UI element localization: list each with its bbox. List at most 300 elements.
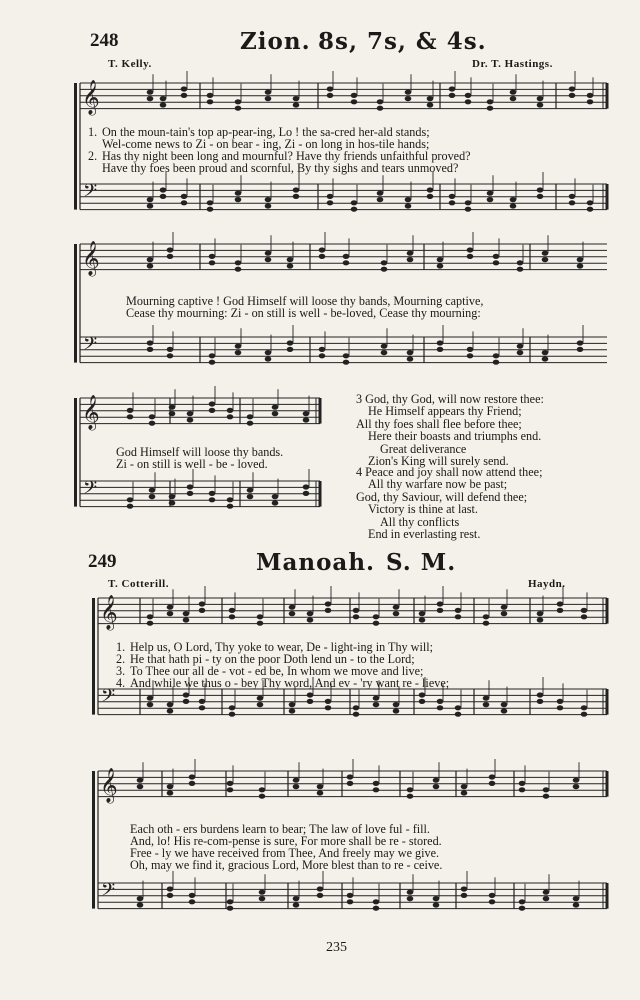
note-head bbox=[147, 340, 154, 345]
note-head bbox=[169, 405, 176, 410]
note-head bbox=[393, 605, 400, 610]
hymn-248-meter: 8s, 7s, & 4s. bbox=[318, 28, 487, 55]
note-head bbox=[247, 414, 254, 419]
note-head bbox=[373, 787, 380, 792]
note-head bbox=[327, 194, 334, 199]
note-head bbox=[351, 93, 358, 98]
note-head bbox=[493, 353, 500, 358]
note-head bbox=[461, 790, 468, 795]
note-head bbox=[381, 344, 388, 349]
note-head bbox=[272, 494, 279, 499]
note-head bbox=[137, 902, 144, 907]
note-head bbox=[149, 414, 156, 419]
note-head bbox=[327, 86, 334, 91]
note-head bbox=[569, 200, 576, 205]
clef-symbol: 𝄞 bbox=[82, 395, 100, 430]
note-head bbox=[147, 96, 154, 101]
note-head bbox=[347, 899, 354, 904]
note-head bbox=[455, 705, 462, 710]
note-head bbox=[229, 712, 236, 717]
note-head bbox=[235, 267, 242, 272]
note-head bbox=[207, 200, 214, 205]
note-head bbox=[209, 254, 216, 259]
note-head bbox=[187, 491, 194, 496]
note-head bbox=[127, 408, 134, 413]
note-head bbox=[419, 692, 426, 697]
note-head bbox=[147, 347, 154, 352]
note-head bbox=[557, 699, 564, 704]
clef-symbol: 𝄢 bbox=[101, 880, 116, 905]
note-head bbox=[259, 896, 266, 901]
note-head bbox=[542, 356, 549, 361]
note-head bbox=[257, 614, 264, 619]
note-head bbox=[483, 696, 490, 701]
system-brace bbox=[92, 598, 95, 715]
page-number: 235 bbox=[326, 940, 347, 955]
note-head bbox=[183, 617, 190, 622]
note-head bbox=[265, 203, 272, 208]
note-head bbox=[373, 781, 380, 786]
note-head bbox=[487, 99, 494, 104]
note-head bbox=[199, 705, 206, 710]
note-head bbox=[373, 906, 380, 911]
note-head bbox=[437, 699, 444, 704]
note-head bbox=[489, 774, 496, 779]
note-head bbox=[519, 906, 526, 911]
note-head bbox=[235, 99, 242, 104]
note-head bbox=[160, 187, 167, 192]
note-head bbox=[501, 702, 508, 707]
note-head bbox=[147, 263, 154, 268]
note-head bbox=[167, 605, 174, 610]
hymn-248-verse-block bbox=[88, 126, 471, 174]
note-head bbox=[437, 705, 444, 710]
note-head bbox=[393, 702, 400, 707]
note-head bbox=[167, 790, 174, 795]
note-head bbox=[317, 784, 324, 789]
note-head bbox=[235, 344, 242, 349]
note-head bbox=[293, 187, 300, 192]
note-head bbox=[467, 247, 474, 252]
note-head bbox=[427, 102, 434, 107]
clef-symbol: 𝄞 bbox=[82, 80, 100, 115]
note-head bbox=[577, 263, 584, 268]
note-head bbox=[199, 699, 206, 704]
note-head bbox=[373, 696, 380, 701]
note-head bbox=[209, 401, 216, 406]
note-head bbox=[461, 893, 468, 898]
note-head bbox=[465, 207, 472, 212]
note-head bbox=[510, 90, 517, 95]
note-head bbox=[319, 353, 326, 358]
note-head bbox=[227, 899, 234, 904]
note-head bbox=[265, 96, 272, 101]
note-head bbox=[272, 405, 279, 410]
note-head bbox=[351, 200, 358, 205]
note-head bbox=[483, 702, 490, 707]
note-head bbox=[581, 608, 588, 613]
note-head bbox=[587, 93, 594, 98]
note-head bbox=[373, 702, 380, 707]
note-head bbox=[343, 360, 350, 365]
note-head bbox=[265, 251, 272, 256]
note-head bbox=[293, 896, 300, 901]
note-head bbox=[449, 93, 456, 98]
note-head bbox=[167, 702, 174, 707]
note-head bbox=[489, 899, 496, 904]
note-head bbox=[227, 414, 234, 419]
note-head bbox=[209, 497, 216, 502]
note-head bbox=[577, 340, 584, 345]
note-head bbox=[427, 194, 434, 199]
note-head bbox=[519, 787, 526, 792]
note-head bbox=[319, 254, 326, 259]
note-head bbox=[293, 778, 300, 783]
note-head bbox=[467, 347, 474, 352]
note-head bbox=[272, 411, 279, 416]
note-head bbox=[543, 794, 550, 799]
note-head bbox=[325, 699, 332, 704]
note-head bbox=[160, 194, 167, 199]
note-head bbox=[537, 187, 544, 192]
note-head bbox=[581, 712, 588, 717]
note-head bbox=[501, 611, 508, 616]
note-head bbox=[227, 787, 234, 792]
note-head bbox=[433, 784, 440, 789]
note-head bbox=[325, 608, 332, 613]
hymn-249-meter: S. M. bbox=[386, 549, 457, 576]
note-head bbox=[317, 886, 324, 891]
note-head bbox=[393, 708, 400, 713]
note-head bbox=[487, 197, 494, 202]
note-head bbox=[265, 197, 272, 202]
note-head bbox=[543, 787, 550, 792]
note-head bbox=[257, 696, 264, 701]
hymn-249-verse-block: 1. Help us, O Lord, Thy yoke to wear, De - light-ing in Thy will; 2. He that hath pi - ty on the poor Doth lend un - to the Lord; 3. To Thee our all de - vot - ed be, In whom we move and live; 4. And while we thus o - bey Thy word, And ev - 'ry want re - lieve; bbox=[116, 640, 450, 690]
note-head bbox=[501, 605, 508, 610]
note-head bbox=[517, 267, 524, 272]
note-head bbox=[573, 784, 580, 789]
note-head bbox=[149, 421, 156, 426]
stanza-4: 4 Peace and joy shall now attend thee; All thy warfare now be past; God, thy Saviour, will defend thee; Victory is thine at last. All thy conflicts End in everlasting rest. bbox=[356, 465, 543, 541]
note-head bbox=[207, 99, 214, 104]
note-head bbox=[510, 203, 517, 208]
note-head bbox=[461, 784, 468, 789]
note-head bbox=[353, 608, 360, 613]
note-head bbox=[483, 621, 490, 626]
note-head bbox=[325, 601, 332, 606]
note-head bbox=[303, 484, 310, 489]
hymn-248-composer: Dr. T. Hastings. bbox=[472, 58, 553, 70]
note-head bbox=[437, 263, 444, 268]
note-head bbox=[307, 692, 314, 697]
note-head bbox=[181, 86, 188, 91]
note-head bbox=[581, 614, 588, 619]
note-head bbox=[537, 194, 544, 199]
note-head bbox=[303, 417, 310, 422]
note-head bbox=[381, 260, 388, 265]
note-head bbox=[542, 257, 549, 262]
note-head bbox=[209, 491, 216, 496]
note-head bbox=[167, 784, 174, 789]
note-head bbox=[407, 350, 414, 355]
note-head bbox=[433, 778, 440, 783]
note-head bbox=[169, 494, 176, 499]
note-head bbox=[437, 601, 444, 606]
system-brace bbox=[74, 83, 77, 210]
clef-symbol: 𝄞 bbox=[100, 595, 118, 630]
note-head bbox=[557, 705, 564, 710]
note-head bbox=[377, 106, 384, 111]
note-head bbox=[160, 96, 167, 101]
note-head bbox=[303, 491, 310, 496]
note-head bbox=[167, 611, 174, 616]
note-head bbox=[293, 96, 300, 101]
verse-line: 1. On the moun-tain's top ap-pear-ing, Lo ! the sa-cred her-ald stands; bbox=[88, 125, 430, 139]
note-head bbox=[407, 257, 414, 262]
note-head bbox=[209, 408, 216, 413]
note-head bbox=[501, 708, 508, 713]
note-head bbox=[149, 488, 156, 493]
note-head bbox=[272, 500, 279, 505]
note-head bbox=[343, 260, 350, 265]
note-head bbox=[183, 699, 190, 704]
note-head bbox=[353, 712, 360, 717]
note-head bbox=[183, 692, 190, 697]
note-head bbox=[319, 247, 326, 252]
note-head bbox=[235, 197, 242, 202]
note-head bbox=[187, 417, 194, 422]
note-head bbox=[293, 194, 300, 199]
note-head bbox=[407, 890, 414, 895]
note-head bbox=[353, 705, 360, 710]
note-head bbox=[167, 353, 174, 358]
note-head bbox=[147, 702, 154, 707]
note-head bbox=[347, 781, 354, 786]
note-head bbox=[265, 350, 272, 355]
note-head bbox=[587, 207, 594, 212]
note-head bbox=[183, 611, 190, 616]
final-bar bbox=[319, 398, 322, 424]
clef-symbol: 𝄞 bbox=[82, 241, 100, 276]
note-head bbox=[407, 787, 414, 792]
note-head bbox=[149, 494, 156, 499]
note-head bbox=[147, 696, 154, 701]
clef-symbol: 𝄢 bbox=[83, 181, 98, 206]
note-head bbox=[167, 254, 174, 259]
note-head bbox=[189, 899, 196, 904]
note-head bbox=[449, 86, 456, 91]
note-head bbox=[373, 899, 380, 904]
note-head bbox=[347, 893, 354, 898]
note-head bbox=[347, 774, 354, 779]
note-head bbox=[510, 197, 517, 202]
note-head bbox=[351, 99, 358, 104]
note-head bbox=[433, 902, 440, 907]
final-bar bbox=[606, 771, 609, 797]
note-head bbox=[419, 611, 426, 616]
note-head bbox=[147, 257, 154, 262]
note-head bbox=[227, 906, 234, 911]
note-head bbox=[319, 347, 326, 352]
note-head bbox=[127, 504, 134, 509]
note-head bbox=[569, 194, 576, 199]
note-head bbox=[327, 93, 334, 98]
hymn-249-author: T. Cotterill. bbox=[108, 578, 169, 590]
note-head bbox=[169, 411, 176, 416]
note-head bbox=[227, 408, 234, 413]
note-head bbox=[137, 784, 144, 789]
note-head bbox=[137, 896, 144, 901]
system-brace bbox=[74, 244, 77, 363]
note-head bbox=[199, 601, 206, 606]
note-head bbox=[587, 99, 594, 104]
note-head bbox=[449, 200, 456, 205]
note-head bbox=[167, 886, 174, 891]
note-head bbox=[265, 356, 272, 361]
hymn-248-title: Zion. bbox=[240, 28, 311, 55]
note-head bbox=[325, 705, 332, 710]
hymn-248-line2-lyrics: Mourning captive ! God Himself will loose thy bands, Mourning captive, Cease thy mourning: Zi - on still is well - be-loved, Cease thy mourning: bbox=[126, 294, 484, 320]
note-head bbox=[181, 93, 188, 98]
note-head bbox=[317, 893, 324, 898]
note-head bbox=[247, 494, 254, 499]
note-head bbox=[433, 896, 440, 901]
note-head bbox=[587, 200, 594, 205]
note-head bbox=[557, 608, 564, 613]
note-head bbox=[381, 267, 388, 272]
verse-line: Wel-come news to Zi - on bear - ing, Zi - on long in hos-tile hands; bbox=[102, 137, 430, 151]
note-head bbox=[227, 497, 234, 502]
note-head bbox=[483, 614, 490, 619]
hymn-249-composer: Haydn. bbox=[528, 578, 566, 590]
note-head bbox=[147, 614, 154, 619]
note-head bbox=[259, 787, 266, 792]
system-brace bbox=[92, 771, 95, 909]
note-head bbox=[489, 781, 496, 786]
note-head bbox=[573, 902, 580, 907]
note-head bbox=[265, 90, 272, 95]
note-head bbox=[427, 187, 434, 192]
note-head bbox=[293, 102, 300, 107]
note-head bbox=[543, 896, 550, 901]
note-head bbox=[537, 617, 544, 622]
note-head bbox=[573, 896, 580, 901]
note-head bbox=[247, 421, 254, 426]
note-head bbox=[577, 347, 584, 352]
system-brace bbox=[74, 398, 77, 507]
note-head bbox=[293, 784, 300, 789]
clef-symbol: 𝄢 bbox=[101, 686, 116, 711]
note-head bbox=[467, 254, 474, 259]
clef-symbol: 𝄞 bbox=[100, 768, 118, 803]
note-head bbox=[265, 257, 272, 262]
note-head bbox=[187, 484, 194, 489]
final-bar bbox=[606, 598, 609, 624]
note-head bbox=[127, 497, 134, 502]
note-head bbox=[227, 781, 234, 786]
note-head bbox=[235, 260, 242, 265]
note-head bbox=[187, 411, 194, 416]
note-head bbox=[393, 611, 400, 616]
note-head bbox=[167, 893, 174, 898]
note-head bbox=[181, 194, 188, 199]
note-head bbox=[519, 781, 526, 786]
note-head bbox=[377, 99, 384, 104]
note-head bbox=[307, 699, 314, 704]
hymn-249-line2-lyrics: Each oth - ers burdens learn to bear; The law of love ful - fill. And, lo! His re-com-pense is sure, For more shall be re - stored. Free - ly we have received from Thee, And freely may we give. Oh, may we find it, gracious Lord, More blest than to re - ceive. bbox=[130, 822, 443, 872]
verse-line: Have thy foes been proud and scornful, By thy sighs and tears unmoved? bbox=[102, 161, 459, 175]
note-head bbox=[169, 500, 176, 505]
note-head bbox=[287, 347, 294, 352]
note-head bbox=[487, 106, 494, 111]
note-head bbox=[461, 886, 468, 891]
note-head bbox=[407, 356, 414, 361]
note-head bbox=[537, 96, 544, 101]
note-head bbox=[467, 353, 474, 358]
verse-line: 2. Has thy night been long and mournful? Have thy friends unfaithful proved? bbox=[88, 149, 471, 163]
note-head bbox=[405, 90, 412, 95]
note-head bbox=[489, 893, 496, 898]
final-bar bbox=[606, 184, 609, 210]
note-head bbox=[167, 247, 174, 252]
note-head bbox=[407, 794, 414, 799]
note-head bbox=[377, 191, 384, 196]
note-head bbox=[537, 692, 544, 697]
note-head bbox=[427, 96, 434, 101]
note-head bbox=[293, 902, 300, 907]
note-head bbox=[160, 102, 167, 107]
note-head bbox=[573, 778, 580, 783]
note-head bbox=[207, 207, 214, 212]
note-head bbox=[437, 608, 444, 613]
note-head bbox=[167, 347, 174, 352]
note-head bbox=[147, 197, 154, 202]
note-head bbox=[235, 106, 242, 111]
note-head bbox=[493, 254, 500, 259]
note-head bbox=[407, 251, 414, 256]
note-head bbox=[259, 794, 266, 799]
hymn-249-title: Manoah. bbox=[256, 549, 376, 576]
note-head bbox=[227, 504, 234, 509]
note-head bbox=[419, 617, 426, 622]
clef-symbol: 𝄢 bbox=[83, 478, 98, 503]
note-head bbox=[289, 611, 296, 616]
note-head bbox=[537, 102, 544, 107]
note-head bbox=[542, 251, 549, 256]
hymn-249-number: 249 bbox=[88, 551, 117, 572]
note-head bbox=[569, 86, 576, 91]
note-head bbox=[317, 790, 324, 795]
note-head bbox=[437, 347, 444, 352]
hymn-248-number: 248 bbox=[90, 30, 119, 51]
note-head bbox=[303, 411, 310, 416]
note-head bbox=[569, 93, 576, 98]
note-head bbox=[147, 621, 154, 626]
note-head bbox=[257, 621, 264, 626]
note-head bbox=[449, 194, 456, 199]
note-head bbox=[419, 699, 426, 704]
note-head bbox=[343, 353, 350, 358]
hymn-248-author: T. Kelly. bbox=[108, 58, 152, 70]
note-head bbox=[455, 712, 462, 717]
note-head bbox=[353, 614, 360, 619]
note-head bbox=[377, 197, 384, 202]
note-head bbox=[289, 708, 296, 713]
note-head bbox=[289, 605, 296, 610]
final-bar bbox=[606, 883, 609, 909]
note-head bbox=[493, 360, 500, 365]
